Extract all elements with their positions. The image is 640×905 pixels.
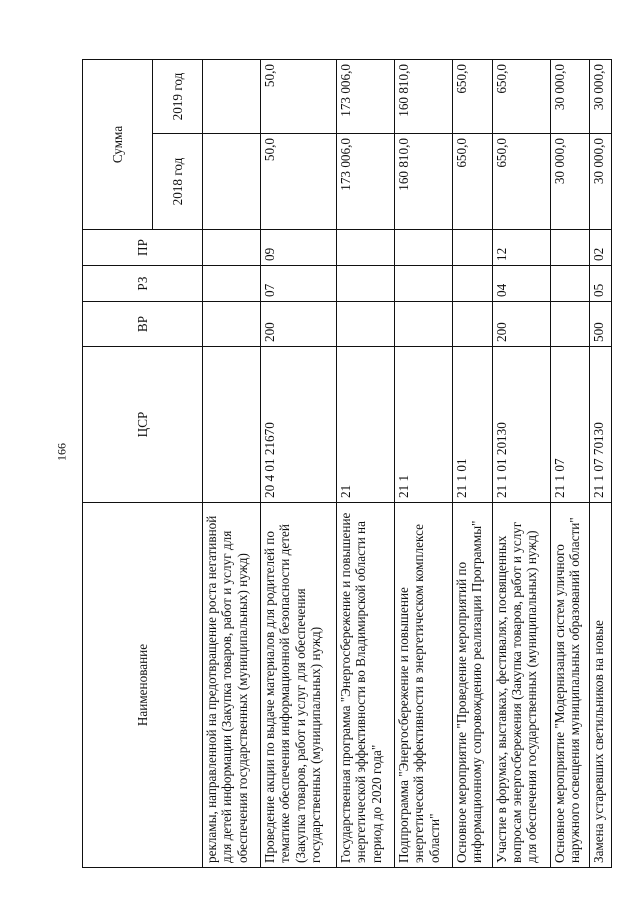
budget-table-rotated xyxy=(82,60,612,868)
row-csr xyxy=(203,347,261,503)
row-rz xyxy=(394,266,452,302)
header-csr: ЦСР xyxy=(83,347,203,503)
row-pr xyxy=(394,230,452,266)
row-csr: 21 1 xyxy=(394,347,452,503)
row-csr: 21 1 07 70130 xyxy=(590,347,612,503)
row-csr: 20 4 01 21670 xyxy=(260,347,336,503)
row-vr: 500 xyxy=(590,302,612,347)
header-year-2018: 2018 год xyxy=(153,134,203,230)
table-header xyxy=(83,60,203,868)
row-sum-2019: 173 006,0 xyxy=(336,60,394,134)
row-pr xyxy=(336,230,394,266)
row-sum-2018: 30 000,0 xyxy=(590,134,612,230)
row-rz xyxy=(452,266,492,302)
table-row xyxy=(203,60,261,868)
row-sum-2019: 30 000,0 xyxy=(550,60,590,134)
row-name: Замена устаревших светильников на новые xyxy=(590,503,612,868)
row-sum-2019: 160 810,0 xyxy=(394,60,452,134)
row-vr: 200 xyxy=(260,302,336,347)
row-vr: 200 xyxy=(492,302,550,347)
row-pr xyxy=(203,230,261,266)
page-number xyxy=(55,435,69,469)
row-sum-2019: 650,0 xyxy=(452,60,492,134)
row-name: Основное мероприятие "Проведение мероприятий по информационному сопровождению реализации Программы" xyxy=(452,503,492,868)
row-sum-2018 xyxy=(203,134,261,230)
header-sum: Сумма xyxy=(83,60,153,230)
row-sum-2019: 50,0 xyxy=(260,60,336,134)
row-csr: 21 xyxy=(336,347,394,503)
row-sum-2018: 173 006,0 xyxy=(336,134,394,230)
row-vr xyxy=(452,302,492,347)
row-name: Основное мероприятие "Модернизация систем уличного наружного освещения муниципальных образований области" xyxy=(550,503,590,868)
table-row xyxy=(492,60,550,868)
row-rz xyxy=(550,266,590,302)
row-rz: 05 xyxy=(590,266,612,302)
row-name: рекламы, направленной на предотвращение роста негативной для детей информации (Закупка товаров, работ и услуг для обеспечения государственных (муниципальных) нужд) xyxy=(203,503,261,868)
header-name: Наименование xyxy=(83,503,203,868)
row-csr: 21 1 01 20130 xyxy=(492,347,550,503)
row-pr: 12 xyxy=(492,230,550,266)
page-number-text: 166 xyxy=(54,443,69,461)
row-csr: 21 1 07 xyxy=(550,347,590,503)
row-vr xyxy=(550,302,590,347)
table-row xyxy=(394,60,452,868)
table-row xyxy=(452,60,492,868)
row-pr: 09 xyxy=(260,230,336,266)
table-row xyxy=(336,60,394,868)
header-year-2019: 2019 год xyxy=(153,60,203,134)
row-sum-2018: 650,0 xyxy=(492,134,550,230)
table-body xyxy=(203,60,612,868)
table-row xyxy=(590,60,612,868)
row-sum-2018: 160 810,0 xyxy=(394,134,452,230)
header-pr: ПР xyxy=(83,230,203,266)
header-vr: ВР xyxy=(83,302,203,347)
row-pr: 02 xyxy=(590,230,612,266)
table-row xyxy=(260,60,336,868)
row-sum-2019 xyxy=(203,60,261,134)
row-sum-2018: 50,0 xyxy=(260,134,336,230)
row-vr xyxy=(336,302,394,347)
header-rz: РЗ xyxy=(83,266,203,302)
row-csr: 21 1 01 xyxy=(452,347,492,503)
row-vr xyxy=(394,302,452,347)
row-rz: 07 xyxy=(260,266,336,302)
row-sum-2018: 650,0 xyxy=(452,134,492,230)
row-vr xyxy=(203,302,261,347)
row-sum-2019: 30 000,0 xyxy=(590,60,612,134)
row-rz xyxy=(203,266,261,302)
row-name: Участие в форумах, выставках, фестивалях, посвященных вопросам энергосбережения (Закупка товаров, работ и услуг для обеспечения государственных (муниципальных) нужд) xyxy=(492,503,550,868)
row-name: Государственная программа "Энергосбережение и повышение энергетической эффективности во Владимирской области на период до 2020 года" xyxy=(336,503,394,868)
table-row xyxy=(550,60,590,868)
row-pr xyxy=(452,230,492,266)
row-name: Подпрограмма "Энергосбережение и повышение энергетической эффективности в энергетическом комплексе области" xyxy=(394,503,452,868)
row-sum-2018: 30 000,0 xyxy=(550,134,590,230)
row-rz xyxy=(336,266,394,302)
row-pr xyxy=(550,230,590,266)
row-rz: 04 xyxy=(492,266,550,302)
row-sum-2019: 650,0 xyxy=(492,60,550,134)
row-name: Проведение акции по выдаче материалов для родителей по тематике обеспечения информационной безопасности детей (Закупка товаров, работ и услуг для обеспечения государственных (муниципальных) нужд) xyxy=(260,503,336,868)
budget-table xyxy=(82,59,612,868)
